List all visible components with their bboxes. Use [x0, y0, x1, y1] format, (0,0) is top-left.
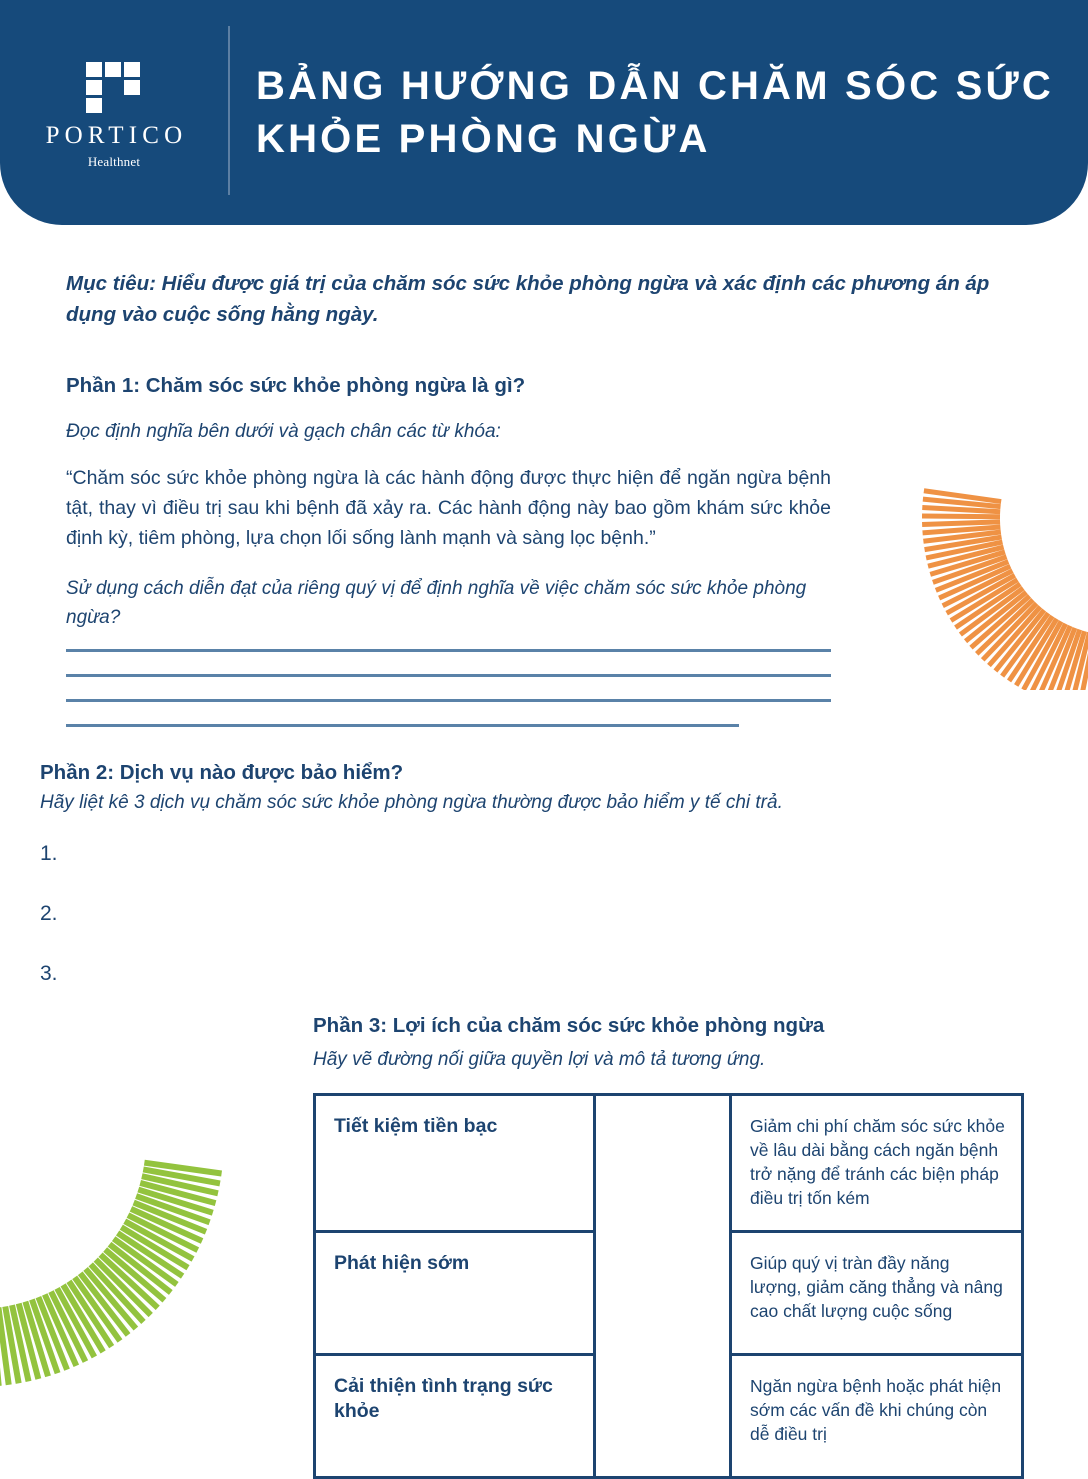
benefit-term: Tiết kiệm tiền bạc: [334, 1114, 498, 1137]
matching-draw-area[interactable]: [595, 1094, 731, 1477]
part-1-instruction: Đọc định nghĩa bên dưới và gạch chân các từ khóa:: [66, 420, 501, 442]
benefit-description: Giảm chi phí chăm sóc sức khỏe về lâu dài bằng cách ngăn bệnh trở nặng để tránh các biện pháp điều trị tốn kém: [750, 1115, 1005, 1209]
benefit-term-cell[interactable]: [315, 1354, 595, 1477]
preventive-care-definition: “Chăm sóc sức khỏe phòng ngừa là các hành động được thực hiện để ngăn ngừa bệnh tật, thay vì điều trị sau khi bệnh đã xảy ra. Các hành động này bao gồm khám sức khỏe định kỳ, tiêm phòng, lựa chọn lối sống lành mạnh và sàng lọc bệnh.”: [66, 466, 831, 549]
part-2-answer-list[interactable]: [40, 842, 860, 986]
section-part-2: [40, 759, 860, 986]
benefit-description-cell[interactable]: [731, 1354, 1023, 1477]
section-part-3: [313, 1012, 1025, 1478]
answer-line[interactable]: [66, 649, 831, 652]
part-3-heading: Phần 3: Lợi ích của chăm sóc sức khỏe phòng ngừa: [313, 1014, 825, 1038]
part-2-instruction: Hãy liệt kê 3 dịch vụ chăm sóc sức khỏe phòng ngừa thường được bảo hiểm y tế chi trả.: [40, 791, 783, 813]
table-row: [315, 1094, 1023, 1231]
portico-grid-logo-icon: [86, 62, 142, 114]
objective-statement: Mục tiêu: Hiểu được giá trị của chăm sóc sức khỏe phòng ngừa và xác định các phương án áp dụng vào cuộc sống hằng ngày.: [66, 272, 990, 327]
list-item[interactable]: 2.: [40, 902, 58, 926]
list-item[interactable]: 1.: [40, 842, 58, 866]
part-1-heading: Phần 1: Chăm sóc sức khỏe phòng ngừa là gì?: [66, 374, 526, 398]
part-2-heading: Phần 2: Dịch vụ nào được bảo hiểm?: [40, 761, 404, 785]
answer-line[interactable]: [66, 699, 831, 702]
benefit-term-cell[interactable]: [315, 1094, 595, 1231]
answer-line[interactable]: [66, 674, 831, 677]
benefit-description: Giúp quý vị tràn đầy năng lượng, giảm căng thẳng và nâng cao chất lượng cuộc sống: [750, 1252, 1003, 1321]
benefit-term-cell[interactable]: [315, 1231, 595, 1354]
list-item[interactable]: 3.: [40, 962, 58, 986]
part-1-answer-lines[interactable]: [66, 649, 831, 727]
section-part-1: [66, 372, 856, 727]
matching-table: [313, 1093, 1024, 1479]
page-title: BẢNG HƯỚNG DẪN CHĂM SÓC SỨC KHỎE PHÒNG NGỪA: [256, 63, 1055, 161]
header-banner: [0, 0, 1088, 225]
brand-name: PORTICO: [45, 121, 188, 149]
worksheet-body: [0, 225, 1088, 1479]
benefit-term: Cải thiện tình trạng sức khỏe: [334, 1374, 553, 1423]
benefit-description-cell[interactable]: [731, 1094, 1023, 1231]
brand-tagline: Healthnet: [87, 153, 141, 169]
benefit-description-cell[interactable]: [731, 1231, 1023, 1354]
brand-logo: [0, 56, 228, 170]
part-1-prompt: Sử dụng cách diễn đạt của riêng quý vị để định nghĩa về việc chăm sóc sức khỏe phòng ngừa?: [66, 578, 807, 628]
part-3-instruction: Hãy vẽ đường nối giữa quyền lợi và mô tả tương ứng.: [313, 1049, 766, 1071]
answer-line[interactable]: [66, 724, 739, 727]
benefit-term: Phát hiện sớm: [334, 1251, 470, 1274]
benefit-description: Ngăn ngừa bệnh hoặc phát hiện sớm các vấn đề khi chúng còn dễ điều trị: [750, 1375, 1002, 1444]
